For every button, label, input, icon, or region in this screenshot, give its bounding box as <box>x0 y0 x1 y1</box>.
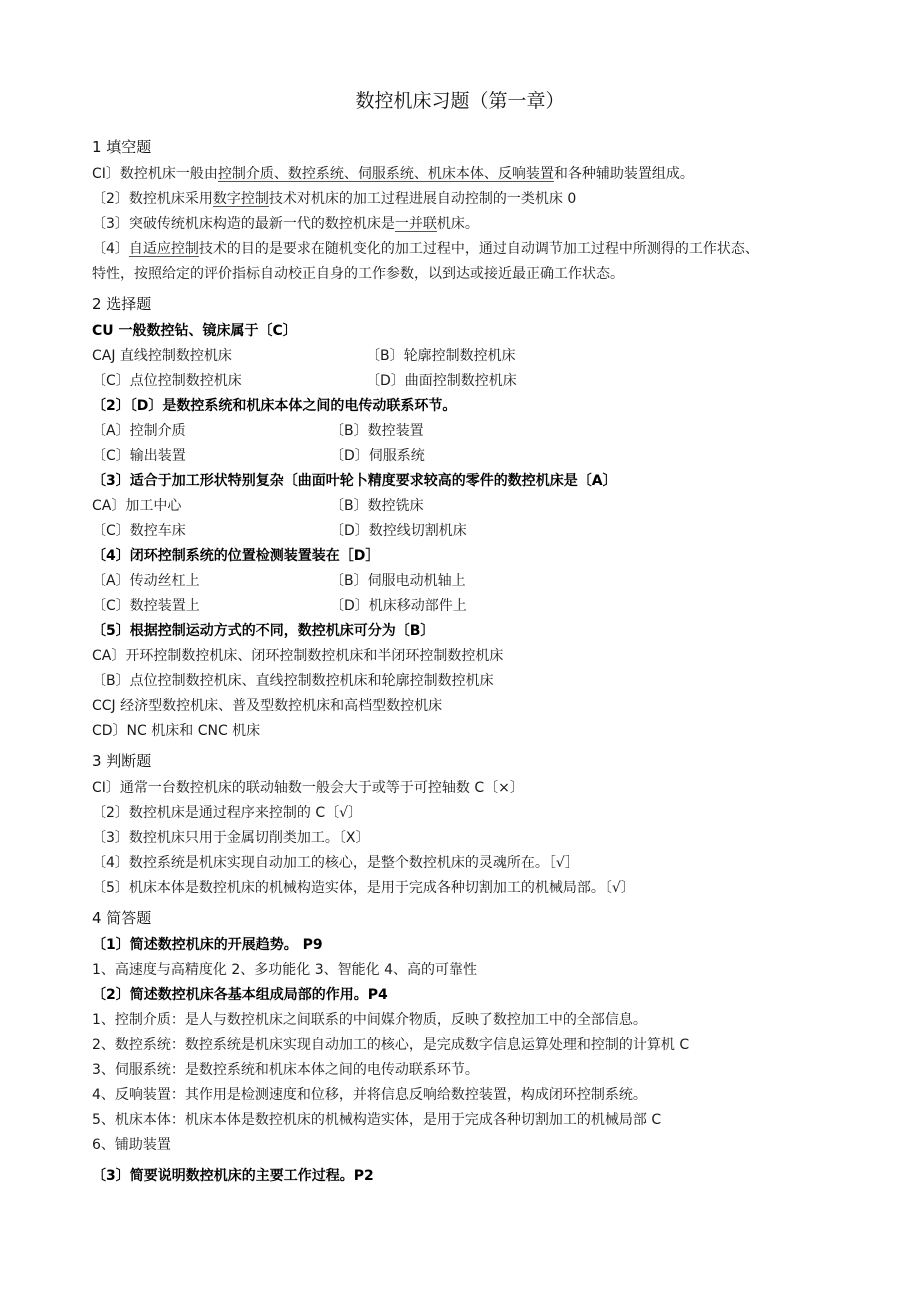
text-segment: CI〕通常一台数控机床的联动轴数一般会大于或等于可控轴数 C〔×〕 <box>92 780 524 796</box>
section-heading: 4 简答题 <box>92 909 152 927</box>
answer-option: CA〕加工中心 <box>92 498 182 514</box>
answer-option: 〔B〕数控装置 <box>330 423 424 439</box>
answer-option: 〔B〕轮廓控制数控机床 <box>366 348 516 364</box>
text-segment: CD〕NC 机床和 CNC 机床 <box>92 723 261 739</box>
answer-blank: 数字控制 <box>212 191 269 207</box>
text-segment: 〔5〕根据控制运动方式的不同，数控机床可分为〔B〕 <box>92 623 435 639</box>
text-segment: 〔4〕 <box>92 241 129 257</box>
text-line <box>92 237 852 262</box>
text-segment: 6、铺助装置 <box>92 1137 171 1153</box>
answer-option: 〔B〕伺服电动机轴上 <box>330 573 466 589</box>
answer-option: 〔D〕曲面控制数控机床 <box>366 373 517 389</box>
option-row <box>92 494 852 519</box>
text-segment: 〔2〕数控机床是通过程序来控制的 C〔√〕 <box>92 805 363 821</box>
question-stem <box>92 544 852 569</box>
answer-option: CAJ 直线控制数控机床 <box>92 348 232 364</box>
text-segment: 〔4〕数控系统是机床实现自动加工的核心，是整个数控机床的灵魂所在。［√］ <box>92 855 579 871</box>
text-line <box>92 776 852 801</box>
section-heading: 2 选择题 <box>92 295 152 313</box>
section-heading: 3 判断题 <box>92 752 152 770</box>
option-row <box>92 594 852 619</box>
document-title: 数控机床习题（第一章） <box>355 90 565 112</box>
text-line <box>92 212 852 237</box>
text-segment: 1、控制介质：是人与数控机床之间联系的中间媒介物质，反映了数控加工中的全部信息。 <box>92 1012 647 1028</box>
question-stem <box>92 1164 852 1189</box>
text-line <box>92 644 852 669</box>
text-segment: 〔3〕数控机床只用于金属切削类加工。〔X〕 <box>92 830 370 846</box>
text-segment: 〔5〕机床本体是数控机床的机械构造实体，是用于完成各种切割加工的机械局部。〔√〕 <box>92 880 635 896</box>
answer-blank: 控制介质、数控系统、伺服系统、机床本体、反响装置 <box>217 166 554 182</box>
text-segment: 技术的目的是要求在随机变化的加工过程中，通过自动调节加工过程中所测得的工作状态、 <box>198 241 759 257</box>
text-segment: 1、高速度与高精度化 2、多功能化 3、智能化 4、高的可靠性 <box>92 962 477 978</box>
text-line <box>92 719 852 744</box>
question-stem <box>92 983 852 1008</box>
text-segment: 技术对机床的加工过程进展自动控制的一类机床 0 <box>268 191 577 207</box>
question-stem <box>92 933 852 958</box>
text-segment: 〔3〕突破传统机床构造的最新一代的数控机床是 <box>92 216 395 232</box>
text-segment: 特性，按照给定的评价指标自动校正自身的工作参数，以到达或接近最正确工作状态。 <box>92 266 624 282</box>
text-segment: CCJ 经济型数控机床、普及型数控机床和高档型数控机床 <box>92 698 443 714</box>
text-segment: 5、机床本体：机床本体是数控机床的机械构造实体，是用于完成各种切割加工的机械局部 C <box>92 1112 662 1128</box>
answer-option: 〔C〕数控装置上 <box>92 598 200 614</box>
text-segment: CA〕开环控制数控机床、闭环控制数控机床和半闭环控制数控机床 <box>92 648 504 664</box>
text-line <box>92 1133 852 1158</box>
text-segment: CI〕数控机床一般由 <box>92 166 218 182</box>
text-segment: 〔3〕简要说明数控机床的主要工作过程。P2 <box>92 1168 374 1184</box>
text-segment: 机床。 <box>436 216 479 232</box>
answer-option: 〔D〕机床移动部件上 <box>330 598 467 614</box>
option-row <box>92 369 852 394</box>
text-line <box>92 801 852 826</box>
text-segment: 3、伺服系统：是数控系统和机床本体之间的电传动联系环节。 <box>92 1062 479 1078</box>
question-stem <box>92 319 852 344</box>
text-line <box>92 162 852 187</box>
text-line <box>92 851 852 876</box>
text-line <box>92 1008 852 1033</box>
text-segment: 〔4〕闭环控制系统的位置检测装置装在［D］ <box>92 548 380 564</box>
text-line <box>92 1033 852 1058</box>
answer-option: 〔A〕传动丝杠上 <box>92 573 200 589</box>
text-line <box>92 694 852 719</box>
text-line <box>92 1108 852 1133</box>
section-heading: 1 填空题 <box>92 138 152 156</box>
text-line <box>92 1083 852 1108</box>
option-row <box>92 519 852 544</box>
answer-option: 〔D〕伺服系统 <box>330 448 425 464</box>
answer-option: 〔A〕控制介质 <box>92 423 186 439</box>
text-segment: 〔3〕适合于加工形状特别复杂〔曲面叶轮卜精度要求较高的零件的数控机床是〔A〕 <box>92 473 617 489</box>
text-line <box>92 826 852 851</box>
answer-option: 〔C〕输出装置 <box>92 448 186 464</box>
text-segment: 〔2〕数控机床采用 <box>92 191 213 207</box>
document-body <box>92 130 852 1189</box>
answer-blank: 一并联 <box>394 216 437 232</box>
text-segment: 4、反响装置：其作用是检测速度和位移，并将信息反响给数控装置，构成闭环控制系统。 <box>92 1087 647 1103</box>
option-row <box>92 419 852 444</box>
text-segment: 2、数控系统：数控系统是机床实现自动加工的核心，是完成数字信息运算处理和控制的计算机 C <box>92 1037 690 1053</box>
text-segment: 和各种辅助装置组成。 <box>553 166 694 182</box>
answer-option: 〔B〕数控铣床 <box>330 498 424 514</box>
answer-option: 〔C〕点位控制数控机床 <box>92 373 242 389</box>
text-line <box>92 187 852 212</box>
option-row <box>92 569 852 594</box>
question-stem <box>92 394 852 419</box>
text-segment: 〔2〕简述数控机床各基本组成局部的作用。P4 <box>92 987 388 1003</box>
option-row <box>92 444 852 469</box>
text-line <box>92 669 852 694</box>
text-line <box>92 958 852 983</box>
question-stem <box>92 619 852 644</box>
text-segment: 〔B〕点位控制数控机床、直线控制数控机床和轮廓控制数控机床 <box>92 673 494 689</box>
text-line <box>92 1058 852 1083</box>
text-line <box>92 876 852 901</box>
answer-blank: 自适应控制 <box>128 241 199 257</box>
option-row <box>92 344 852 369</box>
text-segment: 〔2〕〔D〕是数控系统和机床本体之间的电传动联系环节。 <box>92 398 457 414</box>
text-segment: 〔1〕简述数控机床的开展趋势。 P9 <box>92 937 323 953</box>
answer-option: 〔C〕数控车床 <box>92 523 186 539</box>
answer-option: 〔D〕数控线切割机床 <box>330 523 467 539</box>
question-stem <box>92 469 852 494</box>
text-segment: CU 一般数控钻、镜床属于〔C〕 <box>92 323 297 339</box>
text-line <box>92 262 852 287</box>
